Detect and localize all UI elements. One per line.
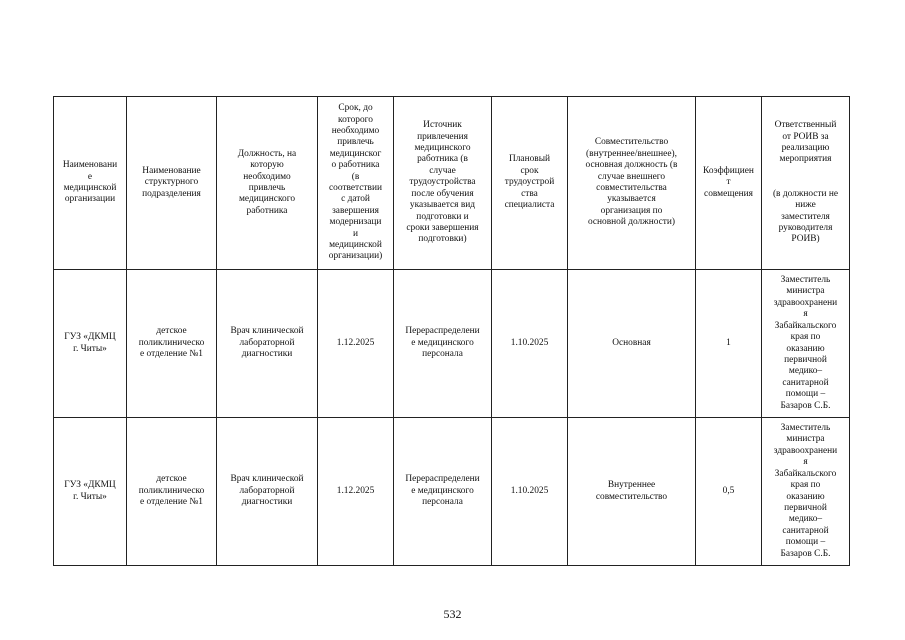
header-cell: Наименовани е медицинской организации bbox=[54, 97, 127, 270]
table-cell: Внутреннее совместительство bbox=[568, 418, 696, 566]
table-cell: ГУЗ «ДКМЦ г. Читы» bbox=[54, 270, 127, 418]
staffing-table bbox=[53, 96, 850, 566]
table-header-row bbox=[54, 97, 850, 270]
table-row bbox=[54, 270, 850, 418]
page-number: 532 bbox=[443, 607, 462, 621]
table-cell: 1.12.2025 bbox=[318, 270, 394, 418]
table-cell: 1.10.2025 bbox=[492, 270, 568, 418]
header-cell: Совместительство (внутреннее/внешнее), основная должность (в случае внешнего совместительства указывается организация по основной должности) bbox=[568, 97, 696, 270]
header-cell: Срок, до которого необходимо привлечь медицинског о работника (в соответствии с датой завершения модернизаци и медицинской организации) bbox=[318, 97, 394, 270]
table-cell: Перераспределени е медицинского персонала bbox=[394, 270, 492, 418]
table-cell: 1 bbox=[696, 270, 762, 418]
header-cell: Должность, на которую необходимо привлечь медицинского работника bbox=[217, 97, 318, 270]
table-cell: Врач клинической лабораторной диагностики bbox=[217, 270, 318, 418]
header-cell: Ответственный от РОИВ за реализацию мероприятия (в должности не ниже заместителя руководителя РОИВ) bbox=[762, 97, 850, 270]
table-row bbox=[54, 418, 850, 566]
table-cell: 1.12.2025 bbox=[318, 418, 394, 566]
table-cell: Заместитель министра здравоохранени я Забайкальского края по оказанию первичной медико– санитарной помощи – Базаров С.Б. bbox=[762, 270, 850, 418]
table-cell: 1.10.2025 bbox=[492, 418, 568, 566]
header-cell: Источник привлечения медицинского работника (в случае трудоустройства после обучения указывается вид подготовки и сроки завершения подготовки) bbox=[394, 97, 492, 270]
table-cell: детское поликлиническо е отделение №1 bbox=[127, 418, 217, 566]
table-cell: Заместитель министра здравоохранени я Забайкальского края по оказанию первичной медико– санитарной помощи – Базаров С.Б. bbox=[762, 418, 850, 566]
header-cell: Наименование структурного подразделения bbox=[127, 97, 217, 270]
table-cell: детское поликлиническо е отделение №1 bbox=[127, 270, 217, 418]
table-cell: Перераспределени е медицинского персонала bbox=[394, 418, 492, 566]
table-cell: Врач клинической лабораторной диагностики bbox=[217, 418, 318, 566]
header-cell: Плановый срок трудоустрой ства специалиста bbox=[492, 97, 568, 270]
table-cell: 0,5 bbox=[696, 418, 762, 566]
table-cell: ГУЗ «ДКМЦ г. Читы» bbox=[54, 418, 127, 566]
header-cell: Коэффициен т совмещения bbox=[696, 97, 762, 270]
table-cell: Основная bbox=[568, 270, 696, 418]
